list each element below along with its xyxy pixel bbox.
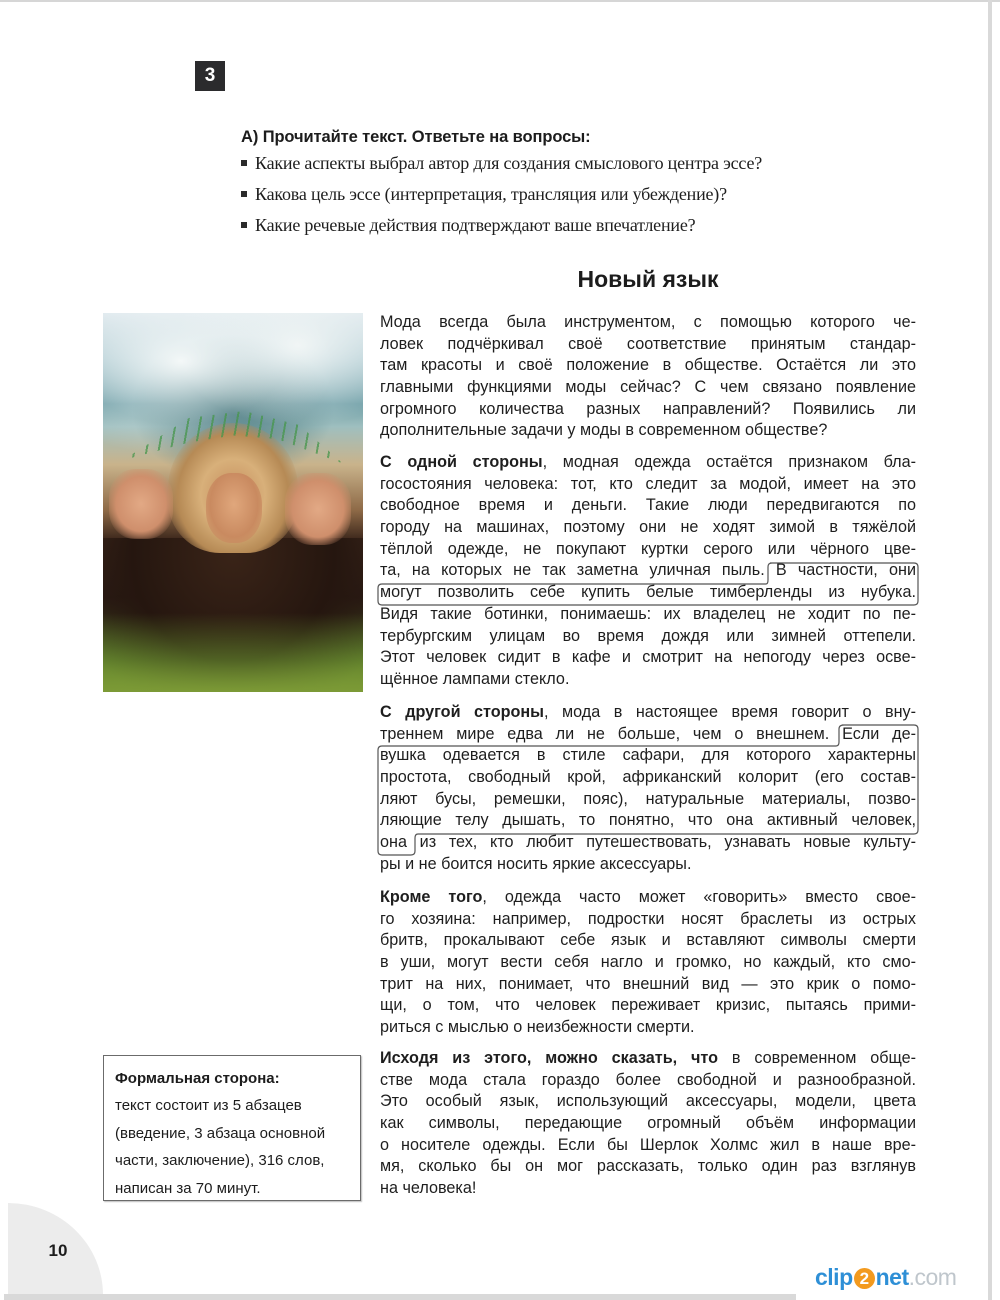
text-line: в уши, могут вести себя нагло и громко, но каждый, кто смо- (380, 953, 916, 972)
page-number: 10 (48, 1241, 68, 1260)
text-line: Это особый язык, использующий аксессуары, модели, цвета (380, 1092, 916, 1111)
text-line: Видя такие ботинки, понимаешь: их владелец не ходит по пе- (380, 604, 916, 623)
note-line: текст состоит из 5 абзацев (115, 1097, 302, 1114)
bullet-icon (241, 191, 247, 197)
essay-paragraph-2 (380, 452, 916, 691)
text-line: мя, сколько бы он мог рассказать, только один раз взглянув (380, 1157, 916, 1176)
text-line: стве мода стала гораздо более свободной и разнообразной. (380, 1070, 916, 1089)
text-line: там красоты и своё положение в обществе. Остаётся ли это (380, 356, 916, 375)
task-question: Какие речевые действия подтверждают ваше впечатление? (241, 210, 861, 241)
paragraph-lead: Исходя из этого, можно сказать, что (380, 1049, 719, 1067)
text-line: тёплой одежде, не покупают куртки серого или чёрного цве- (380, 539, 916, 558)
note-title: Формальная сторона: (115, 1070, 280, 1087)
task-question: Какие аспекты выбрал автор для создания смыслового центра эссе? (241, 148, 861, 179)
text-line: огромного количества разных направлений? Появились ли (380, 399, 916, 418)
text-line: го хозяина: например, подростки носят браслеты из острых (380, 909, 916, 928)
formal-side-note (103, 1055, 361, 1201)
essay-paragraph-4 (380, 887, 916, 1039)
bottom-border (4, 1294, 796, 1300)
photo-grass (103, 613, 363, 692)
task-title: А) Прочитайте текст. Ответьте на вопросы: (241, 128, 591, 146)
exercise-number-badge: 3 (195, 61, 225, 91)
text-line: главными функциями моды сейчас? С чем связано появление (380, 378, 916, 397)
essay-paragraph-5 (380, 1048, 916, 1200)
essay-photo (103, 313, 363, 692)
text-line: Мода всегда была инструментом, с помощью которого че- (380, 313, 916, 331)
note-line: части, заключение), 316 слов, (115, 1152, 325, 1169)
text-line: Этот человек сидит в кафе и смотрит на непогоду через осве- (380, 648, 916, 667)
text-line: свободное время и деньги. Такие люди передвигаются по (380, 496, 916, 515)
text-line: Кроме того, одежда часто может «говорить» вместо свое- (380, 888, 917, 906)
essay-title: Новый язык (577, 266, 719, 292)
text-line: С одной стороны, модная одежда остаётся признаком бла- (380, 453, 917, 471)
text-line: госостояния человека: тот, кто следит за модой, имеет на это (380, 474, 916, 493)
task-block (241, 126, 861, 241)
photo-right-hand (285, 473, 351, 545)
bullet-icon (241, 222, 247, 228)
paragraph-lead: Кроме того (380, 888, 483, 906)
text-line: ляющие телу дышать, то понятно, что она активный человек, (380, 811, 916, 830)
note-line: написан за 70 минут. (115, 1179, 261, 1197)
text-line: риться с мыслью о неизбежности смерти. (380, 1018, 695, 1037)
text-line: щи, о том, что человек переживает кризис, пытаясь прими- (380, 996, 916, 1015)
text-line: вушка одевается в стиле сафари, для которого характерны (380, 746, 916, 765)
right-border (988, 0, 992, 1300)
text-line: ляют бусы, ремешки, пояс), натуральные материалы, позво- (380, 789, 916, 808)
note-line: (введение, 3 абзаца основной (115, 1124, 326, 1142)
watermark-2-icon: 2 (854, 1268, 875, 1289)
text-line: как символы, передающие огромный объём информации (380, 1114, 916, 1133)
text-line: треннем мире едва ли не больше, чем о внешнем. Если де- (380, 724, 916, 743)
text-line: тербургским улицам во время дождя или зимней оттепели. (380, 626, 916, 645)
top-border (0, 0, 1000, 2)
text-line: простота, свободный крой, африканский колорит (его состав- (380, 768, 916, 787)
text-line: ры и не боится носить яркие аксессуары. (380, 854, 692, 873)
photo-left-hand (109, 469, 173, 539)
essay-paragraph-1 (380, 312, 916, 442)
text-line: на человека! (380, 1179, 477, 1198)
text-line: С другой стороны, мода в настоящее время говорит о вну- (380, 703, 917, 721)
paragraph-lead: С одной стороны (380, 453, 543, 471)
text-line: о носителе одежды. Если бы Шерлок Холмс жил в наше вре- (380, 1135, 916, 1154)
text-line: та, на которых не так заметна уличная пыль. В частности, они (380, 561, 916, 580)
essay-paragraph-3 (380, 702, 916, 876)
text-line: она из тех, кто любит путешествовать, узнавать новые культу- (380, 833, 916, 852)
watermark-logo: clip 2 net.com (815, 1264, 957, 1290)
text-line: городу на машинах, поэтому они не ходят зимой в тяжёлой (380, 518, 916, 537)
task-question: Какова цель эссе (интерпретация, трансляция или убеждение)? (241, 179, 861, 210)
text-line: ловек подчёркивал своё соответствие принятым стандар- (380, 334, 916, 353)
text-line: могут позволить себе купить белые тимберленды из нубука. (380, 583, 916, 602)
bullet-icon (241, 160, 247, 166)
text-line: щённое лампами стекло. (380, 669, 570, 688)
text-line: трит на них, понимает, что внешний вид — это крик о помо- (380, 974, 916, 993)
paragraph-lead: С другой стороны (380, 703, 545, 721)
text-line: бритв, прокалывают себе язык и вставляют символы смерти (380, 931, 916, 950)
photo-face (206, 473, 262, 543)
text-line: Исходя из этого, можно сказать, что в современном обще- (380, 1049, 916, 1067)
text-line: дополнительные задачи у моды в современном обществе? (380, 421, 828, 440)
